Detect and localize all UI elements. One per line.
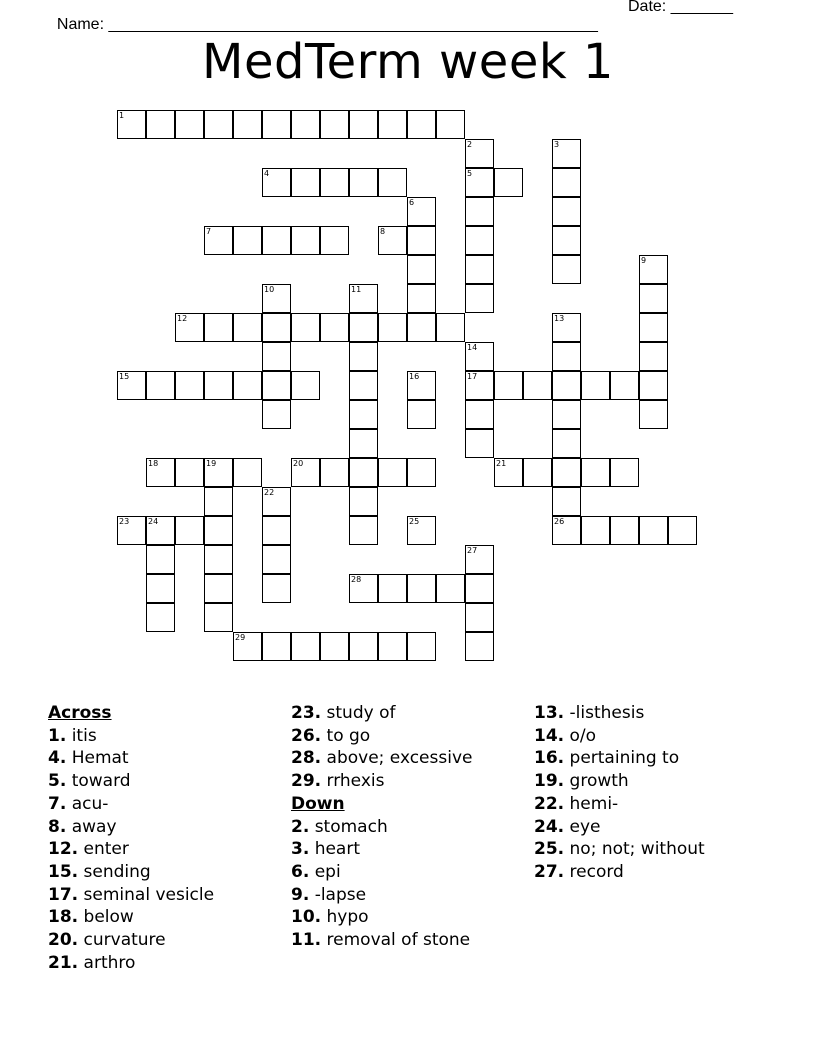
grid-cell[interactable] bbox=[581, 458, 610, 487]
grid-cell[interactable] bbox=[639, 516, 668, 545]
clue-item bbox=[534, 793, 705, 816]
clue-item bbox=[291, 861, 472, 884]
clue-text: no; not; without bbox=[569, 839, 705, 860]
cell-number: 28 bbox=[351, 575, 362, 584]
clue-item bbox=[291, 816, 472, 839]
grid-cell[interactable] bbox=[552, 342, 581, 371]
clue-number: 5. bbox=[48, 771, 67, 792]
clue-item bbox=[291, 884, 472, 907]
grid-cell[interactable] bbox=[233, 110, 262, 139]
clue-column-1 bbox=[48, 702, 214, 974]
clue-text: away bbox=[71, 816, 117, 837]
grid-cell[interactable] bbox=[639, 400, 668, 429]
clue-item bbox=[48, 884, 214, 907]
clue-number: 16. bbox=[534, 748, 565, 769]
cell-number: 26 bbox=[554, 517, 565, 526]
grid-cell[interactable] bbox=[407, 255, 436, 284]
grid-cell[interactable] bbox=[262, 545, 291, 574]
grid-cell[interactable] bbox=[262, 313, 291, 342]
clue-text: hypo bbox=[326, 907, 369, 928]
cell-number: 13 bbox=[554, 314, 565, 323]
grid-cell[interactable] bbox=[233, 313, 262, 342]
grid-cell[interactable] bbox=[465, 342, 494, 371]
grid-cell[interactable] bbox=[407, 458, 436, 487]
grid-cell[interactable] bbox=[146, 110, 175, 139]
name-field-label[interactable]: Name: _______________________________________________________ bbox=[56, 16, 598, 33]
grid-cell[interactable] bbox=[465, 371, 494, 400]
clue-text: to go bbox=[326, 725, 371, 746]
cell-number: 16 bbox=[409, 372, 420, 381]
cell-number: 23 bbox=[119, 517, 130, 526]
clue-item bbox=[48, 816, 214, 839]
grid-cell[interactable] bbox=[465, 139, 494, 168]
clue-number: 22. bbox=[534, 793, 565, 814]
cell-number: 20 bbox=[293, 459, 304, 468]
grid-cell[interactable] bbox=[407, 371, 436, 400]
clue-number: 17. bbox=[48, 884, 79, 905]
grid-cell[interactable] bbox=[262, 487, 291, 516]
clue-number: 9. bbox=[291, 884, 310, 905]
grid-cell[interactable] bbox=[175, 458, 204, 487]
grid-cell[interactable] bbox=[407, 574, 436, 603]
clue-item bbox=[48, 838, 214, 861]
clue-text: record bbox=[569, 861, 624, 882]
grid-cell[interactable] bbox=[407, 110, 436, 139]
grid-cell[interactable] bbox=[349, 632, 378, 661]
grid-cell[interactable] bbox=[465, 168, 494, 197]
grid-cell[interactable] bbox=[349, 429, 378, 458]
clue-column-3 bbox=[534, 702, 705, 884]
clue-number: 29. bbox=[291, 771, 322, 792]
clue-number: 7. bbox=[48, 793, 67, 814]
grid-cell[interactable] bbox=[465, 284, 494, 313]
grid-cell[interactable] bbox=[407, 632, 436, 661]
cell-number: 21 bbox=[496, 459, 507, 468]
clue-text: heart bbox=[314, 839, 361, 860]
clue-text: removal of stone bbox=[326, 930, 471, 951]
clue-number: 19. bbox=[534, 771, 565, 792]
cell-number: 15 bbox=[119, 372, 130, 381]
clue-heading: Across bbox=[48, 703, 112, 723]
clue-text: hemi- bbox=[569, 793, 619, 814]
grid-cell[interactable] bbox=[204, 545, 233, 574]
cell-number: 1 bbox=[119, 111, 125, 120]
clue-item bbox=[48, 793, 214, 816]
cell-number: 22 bbox=[264, 488, 275, 497]
cell-number: 24 bbox=[148, 517, 159, 526]
cell-number: 4 bbox=[264, 169, 270, 178]
page-title: MedTerm week 1 bbox=[202, 34, 614, 90]
grid-cell[interactable] bbox=[320, 632, 349, 661]
clue-number: 6. bbox=[291, 861, 310, 882]
clue-number: 18. bbox=[48, 907, 79, 928]
grid-cell[interactable] bbox=[146, 516, 175, 545]
grid-cell[interactable] bbox=[494, 168, 523, 197]
grid-cell[interactable] bbox=[581, 516, 610, 545]
grid-cell[interactable] bbox=[349, 458, 378, 487]
clue-text: -listhesis bbox=[569, 703, 645, 723]
clue-item bbox=[534, 770, 705, 793]
grid-cell[interactable] bbox=[320, 110, 349, 139]
grid-cell[interactable] bbox=[233, 632, 262, 661]
grid-cell[interactable] bbox=[552, 226, 581, 255]
grid-cell[interactable] bbox=[436, 313, 465, 342]
grid-cell[interactable] bbox=[436, 110, 465, 139]
clue-item bbox=[534, 725, 705, 748]
grid-cell[interactable] bbox=[262, 284, 291, 313]
grid-cell[interactable] bbox=[204, 487, 233, 516]
grid-cell[interactable] bbox=[349, 168, 378, 197]
grid-cell[interactable] bbox=[320, 168, 349, 197]
cell-number: 12 bbox=[177, 314, 188, 323]
clue-number: 21. bbox=[48, 952, 79, 973]
grid-cell[interactable] bbox=[639, 313, 668, 342]
clue-text: pertaining to bbox=[569, 748, 680, 769]
grid-cell[interactable] bbox=[291, 313, 320, 342]
cell-number: 29 bbox=[235, 633, 246, 642]
clue-number: 2. bbox=[291, 816, 310, 837]
grid-cell[interactable] bbox=[204, 458, 233, 487]
grid-cell[interactable] bbox=[436, 574, 465, 603]
grid-cell[interactable] bbox=[175, 110, 204, 139]
grid-cell[interactable] bbox=[291, 226, 320, 255]
cell-number: 6 bbox=[409, 198, 415, 207]
grid-cell[interactable] bbox=[117, 110, 146, 139]
clue-number: 27. bbox=[534, 861, 565, 882]
clue-item bbox=[48, 906, 214, 929]
clue-text: -lapse bbox=[314, 884, 367, 905]
grid-cell[interactable] bbox=[175, 516, 204, 545]
clue-number: 11. bbox=[291, 930, 322, 951]
clue-number: 23. bbox=[291, 703, 322, 723]
cell-number: 18 bbox=[148, 459, 159, 468]
grid-cell[interactable] bbox=[291, 168, 320, 197]
grid-cell[interactable] bbox=[204, 371, 233, 400]
grid-cell[interactable] bbox=[465, 255, 494, 284]
grid-cell[interactable] bbox=[378, 226, 407, 255]
grid-cell[interactable] bbox=[262, 342, 291, 371]
clue-text: Hemat bbox=[71, 748, 129, 769]
clue-item bbox=[291, 702, 472, 725]
clue-item bbox=[48, 861, 214, 884]
grid-cell[interactable] bbox=[262, 400, 291, 429]
grid-cell[interactable] bbox=[320, 226, 349, 255]
grid-cell[interactable] bbox=[291, 110, 320, 139]
grid-cell[interactable] bbox=[407, 226, 436, 255]
clue-item bbox=[48, 747, 214, 770]
clue-item bbox=[291, 838, 472, 861]
grid-cell[interactable] bbox=[320, 313, 349, 342]
clue-number: 3. bbox=[291, 839, 310, 860]
grid-cell[interactable] bbox=[378, 313, 407, 342]
cell-number: 11 bbox=[351, 285, 362, 294]
grid-cell[interactable] bbox=[465, 632, 494, 661]
clue-text: o/o bbox=[569, 725, 597, 746]
clue-item bbox=[534, 702, 705, 725]
grid-cell[interactable] bbox=[610, 371, 639, 400]
grid-cell[interactable] bbox=[320, 458, 349, 487]
clue-text: enter bbox=[83, 839, 129, 860]
grid-cell[interactable] bbox=[262, 226, 291, 255]
grid-cell[interactable] bbox=[233, 371, 262, 400]
cell-number: 27 bbox=[467, 546, 478, 555]
clue-item bbox=[48, 952, 214, 975]
clue-item bbox=[291, 747, 472, 770]
grid-cell[interactable] bbox=[465, 603, 494, 632]
cell-number: 5 bbox=[467, 169, 473, 178]
date-field-label[interactable]: Date: _______ bbox=[628, 0, 733, 15]
grid-cell[interactable] bbox=[668, 516, 697, 545]
grid-cell[interactable] bbox=[146, 371, 175, 400]
cell-number: 14 bbox=[467, 343, 478, 352]
grid-cell[interactable] bbox=[262, 168, 291, 197]
grid-cell[interactable] bbox=[349, 313, 378, 342]
clue-number: 15. bbox=[48, 861, 79, 882]
grid-cell[interactable] bbox=[639, 255, 668, 284]
grid-cell[interactable] bbox=[523, 371, 552, 400]
grid-cell[interactable] bbox=[262, 371, 291, 400]
grid-cell[interactable] bbox=[117, 516, 146, 545]
grid-cell[interactable] bbox=[407, 197, 436, 226]
grid-cell[interactable] bbox=[610, 516, 639, 545]
clue-number: 1. bbox=[48, 725, 67, 746]
cell-number: 19 bbox=[206, 459, 217, 468]
grid-cell[interactable] bbox=[407, 313, 436, 342]
grid-cell[interactable] bbox=[552, 487, 581, 516]
grid-cell[interactable] bbox=[349, 516, 378, 545]
clue-text: rrhexis bbox=[326, 771, 385, 792]
clue-text: above; excessive bbox=[326, 748, 473, 769]
grid-cell[interactable] bbox=[378, 168, 407, 197]
grid-cell[interactable] bbox=[262, 516, 291, 545]
grid-cell[interactable] bbox=[465, 574, 494, 603]
grid-cell[interactable] bbox=[552, 313, 581, 342]
grid-cell[interactable] bbox=[494, 458, 523, 487]
grid-cell[interactable] bbox=[349, 342, 378, 371]
grid-cell[interactable] bbox=[552, 400, 581, 429]
grid-cell[interactable] bbox=[552, 458, 581, 487]
grid-cell[interactable] bbox=[262, 110, 291, 139]
grid-cell[interactable] bbox=[204, 313, 233, 342]
clue-text: itis bbox=[71, 725, 97, 746]
grid-cell[interactable] bbox=[175, 371, 204, 400]
cell-number: 17 bbox=[467, 372, 478, 381]
grid-cell[interactable] bbox=[349, 487, 378, 516]
cell-number: 9 bbox=[641, 256, 647, 265]
clue-text: seminal vesicle bbox=[83, 884, 215, 905]
grid-cell[interactable] bbox=[465, 197, 494, 226]
clue-text: below bbox=[83, 907, 134, 928]
grid-cell[interactable] bbox=[581, 371, 610, 400]
clue-text: epi bbox=[314, 861, 341, 882]
grid-cell[interactable] bbox=[291, 458, 320, 487]
grid-cell[interactable] bbox=[349, 574, 378, 603]
clue-text: curvature bbox=[83, 930, 166, 951]
clue-item bbox=[291, 770, 472, 793]
grid-cell[interactable] bbox=[552, 371, 581, 400]
clue-item bbox=[534, 747, 705, 770]
clue-text: growth bbox=[569, 771, 629, 792]
clue-text: sending bbox=[83, 861, 151, 882]
clue-heading: Down bbox=[291, 793, 345, 814]
grid-cell[interactable] bbox=[552, 168, 581, 197]
clue-item bbox=[48, 929, 214, 952]
clue-column-2 bbox=[291, 702, 472, 952]
clue-number: 13. bbox=[534, 703, 565, 723]
clue-item bbox=[291, 929, 472, 952]
cell-number: 7 bbox=[206, 227, 212, 236]
grid-cell[interactable] bbox=[204, 574, 233, 603]
grid-cell[interactable] bbox=[146, 574, 175, 603]
grid-cell[interactable] bbox=[233, 226, 262, 255]
cell-number: 25 bbox=[409, 517, 420, 526]
clue-text: toward bbox=[71, 771, 131, 792]
grid-cell[interactable] bbox=[552, 255, 581, 284]
grid-cell[interactable] bbox=[407, 284, 436, 313]
grid-cell[interactable] bbox=[378, 458, 407, 487]
grid-cell[interactable] bbox=[204, 226, 233, 255]
clue-number: 24. bbox=[534, 816, 565, 837]
grid-cell[interactable] bbox=[291, 632, 320, 661]
clue-number: 26. bbox=[291, 725, 322, 746]
grid-cell[interactable] bbox=[233, 458, 262, 487]
grid-cell[interactable] bbox=[349, 110, 378, 139]
grid-cell[interactable] bbox=[552, 516, 581, 545]
clue-item bbox=[534, 838, 705, 861]
grid-cell[interactable] bbox=[204, 110, 233, 139]
grid-cell[interactable] bbox=[349, 400, 378, 429]
clue-item bbox=[48, 770, 214, 793]
clue-item bbox=[291, 725, 472, 748]
grid-cell[interactable] bbox=[349, 284, 378, 313]
clue-number: 25. bbox=[534, 839, 565, 860]
grid-cell[interactable] bbox=[610, 458, 639, 487]
cell-number: 8 bbox=[380, 227, 386, 236]
grid-cell[interactable] bbox=[465, 226, 494, 255]
clue-number: 10. bbox=[291, 907, 322, 928]
grid-cell[interactable] bbox=[407, 400, 436, 429]
grid-cell[interactable] bbox=[465, 545, 494, 574]
cell-number: 10 bbox=[264, 285, 275, 294]
clue-number: 28. bbox=[291, 748, 322, 769]
grid-cell[interactable] bbox=[146, 603, 175, 632]
grid-cell[interactable] bbox=[465, 429, 494, 458]
grid-cell[interactable] bbox=[639, 284, 668, 313]
grid-cell[interactable] bbox=[407, 516, 436, 545]
grid-cell[interactable] bbox=[378, 574, 407, 603]
clue-text: stomach bbox=[314, 816, 388, 837]
grid-cell[interactable] bbox=[378, 110, 407, 139]
grid-cell[interactable] bbox=[552, 429, 581, 458]
grid-cell[interactable] bbox=[117, 371, 146, 400]
grid-cell[interactable] bbox=[204, 603, 233, 632]
grid-cell[interactable] bbox=[552, 197, 581, 226]
clue-text: study of bbox=[326, 703, 396, 723]
clue-text: acu- bbox=[71, 793, 109, 814]
grid-cell[interactable] bbox=[523, 458, 552, 487]
grid-cell[interactable] bbox=[552, 139, 581, 168]
clue-item bbox=[48, 725, 214, 748]
grid-cell[interactable] bbox=[262, 574, 291, 603]
clue-number: 8. bbox=[48, 816, 67, 837]
clue-number: 4. bbox=[48, 748, 67, 769]
clue-number: 12. bbox=[48, 839, 79, 860]
clue-text: arthro bbox=[83, 952, 136, 973]
grid-cell[interactable] bbox=[175, 313, 204, 342]
grid-cell[interactable] bbox=[291, 371, 320, 400]
clue-item bbox=[534, 816, 705, 839]
grid-cell[interactable] bbox=[378, 632, 407, 661]
clue-number: 14. bbox=[534, 725, 565, 746]
grid-cell[interactable] bbox=[204, 516, 233, 545]
clue-item bbox=[534, 861, 705, 884]
grid-cell[interactable] bbox=[639, 342, 668, 371]
grid-cell[interactable] bbox=[639, 371, 668, 400]
cell-number: 2 bbox=[467, 140, 473, 149]
grid-cell[interactable] bbox=[349, 371, 378, 400]
clue-number: 20. bbox=[48, 930, 79, 951]
clue-item bbox=[291, 906, 472, 929]
grid-cell[interactable] bbox=[146, 545, 175, 574]
clue-text: eye bbox=[569, 816, 601, 837]
cell-number: 3 bbox=[554, 140, 560, 149]
grid-cell[interactable] bbox=[494, 371, 523, 400]
grid-cell[interactable] bbox=[146, 458, 175, 487]
grid-cell[interactable] bbox=[262, 632, 291, 661]
grid-cell[interactable] bbox=[465, 400, 494, 429]
